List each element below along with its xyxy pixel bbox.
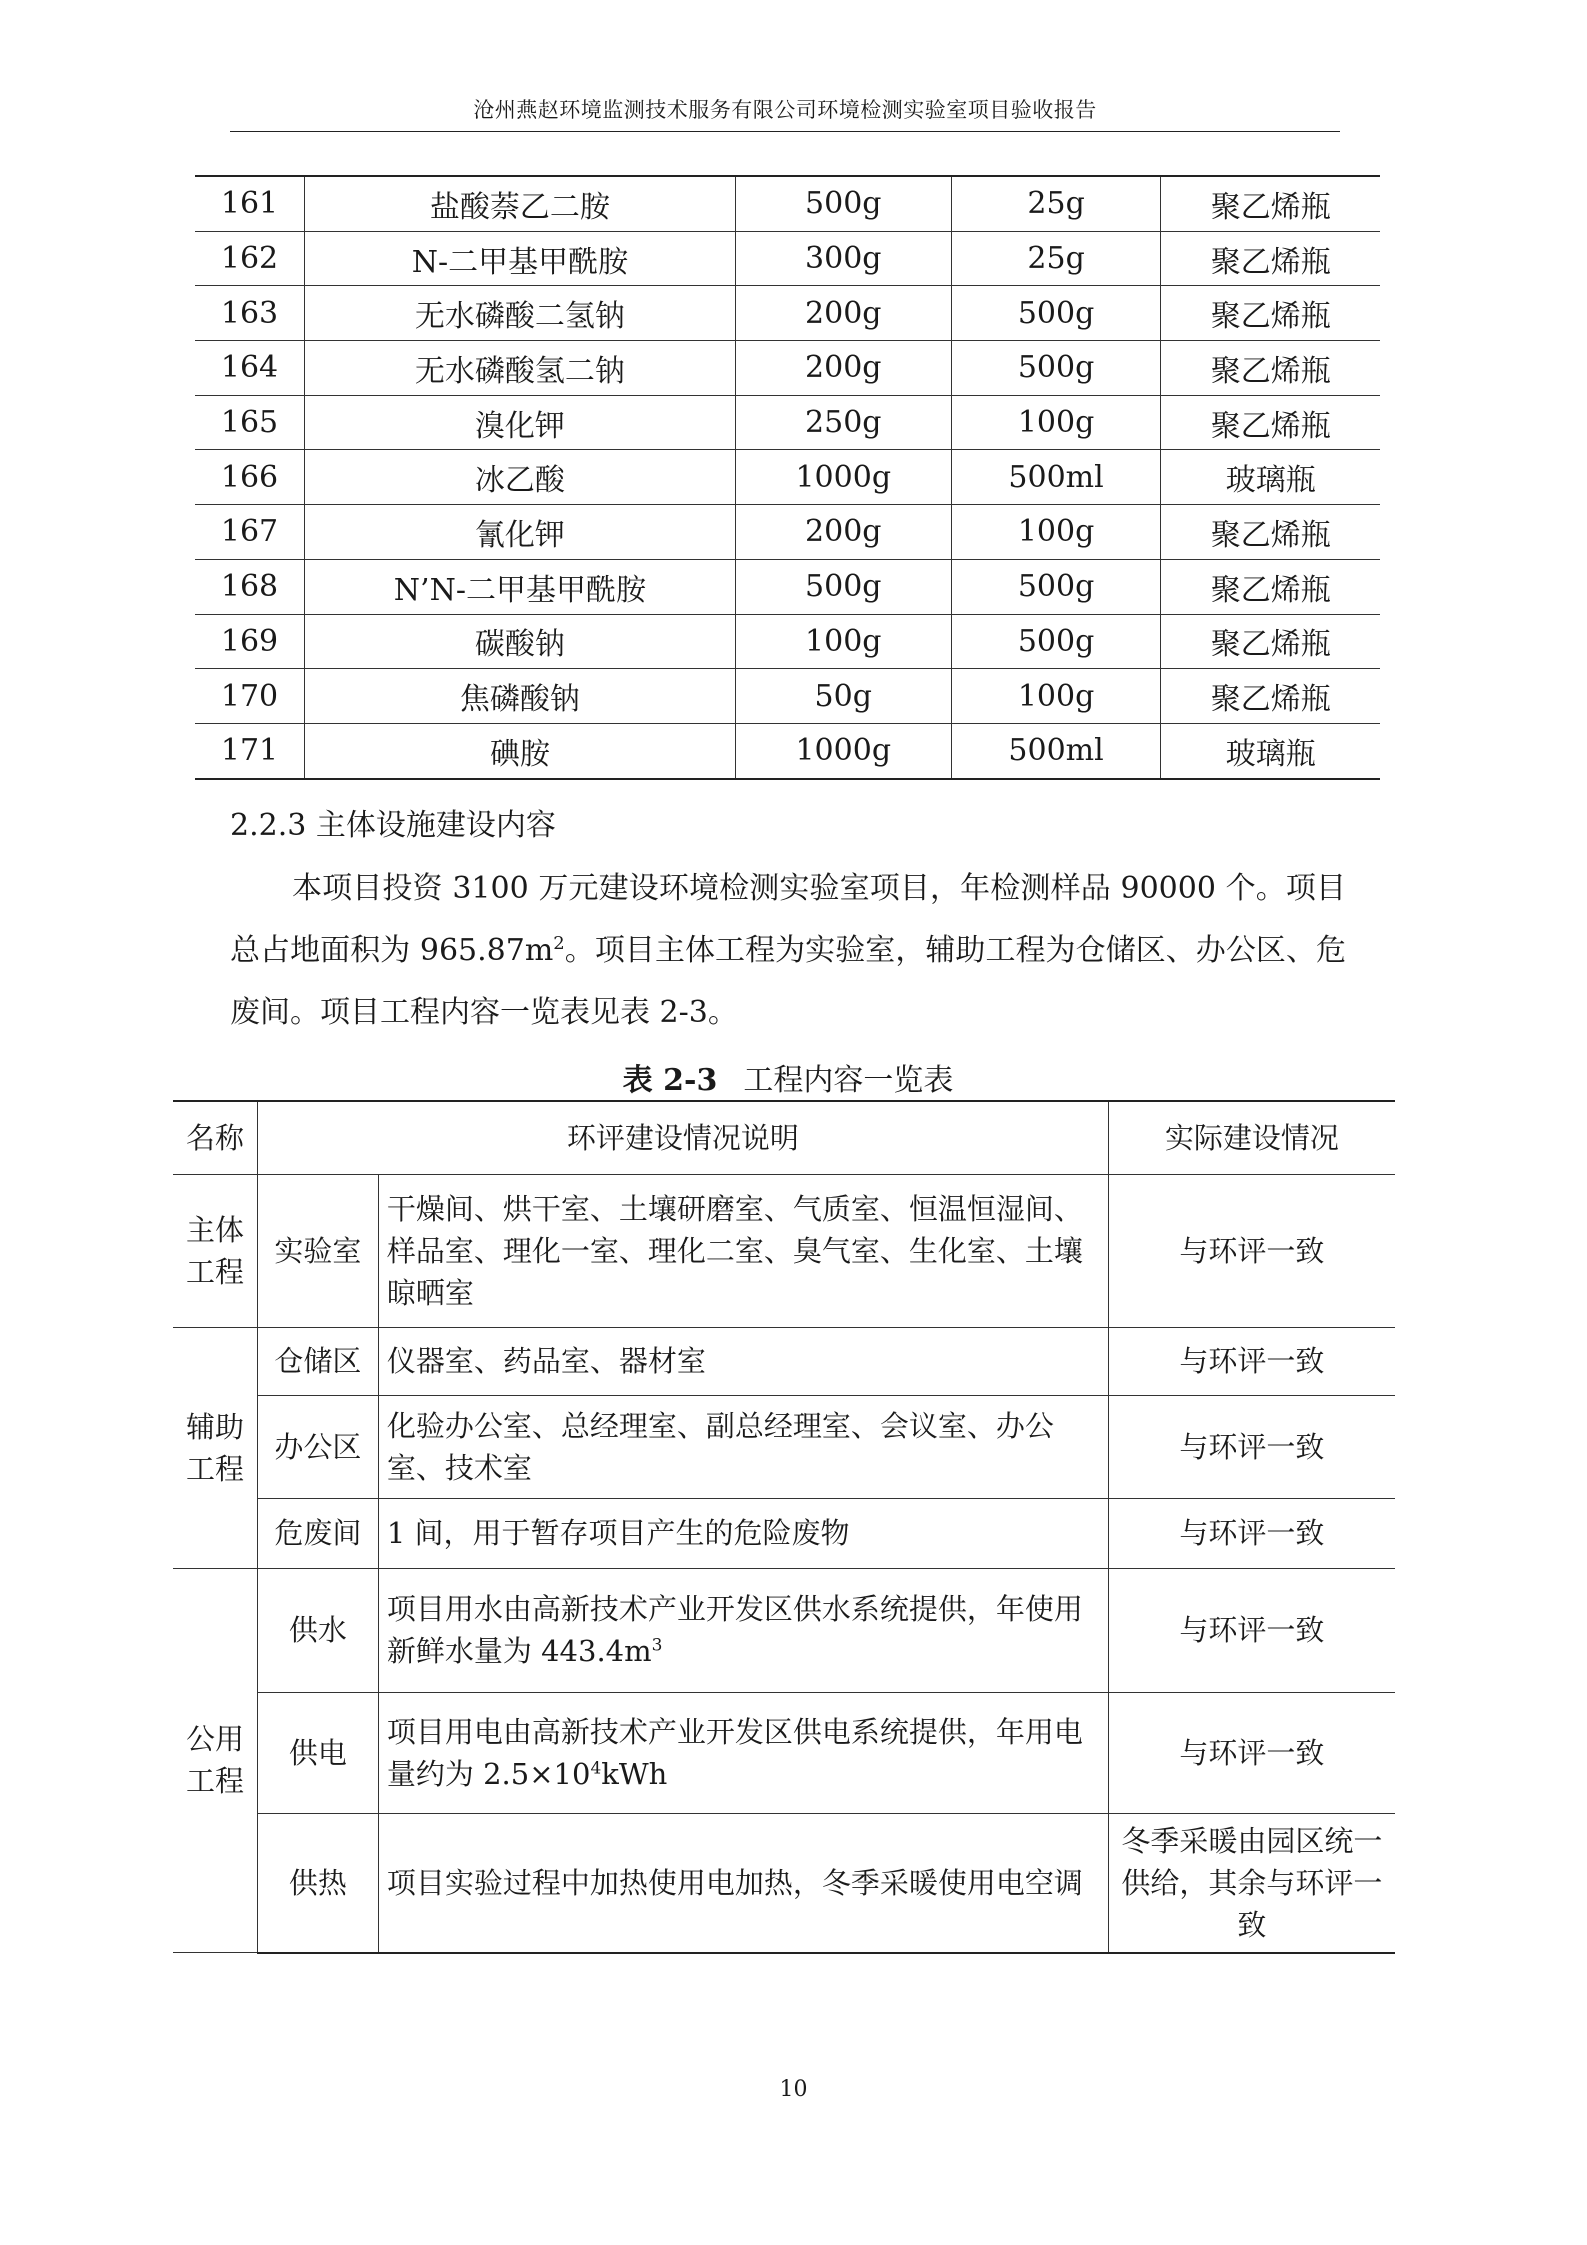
header-rule [230,131,1340,132]
header-actual: 实际建设情况 [1108,1101,1395,1174]
table-row [195,450,1380,505]
category-utility: 公用工程 [173,1568,257,1953]
sub-power: 供电 [257,1692,378,1813]
cell-spec: 500ml [951,450,1161,505]
table-row [195,176,1380,231]
sub-heat: 供热 [257,1813,378,1953]
cell-no: 161 [195,176,304,231]
table-row [195,559,1380,614]
cell-name: 碳酸钠 [304,614,735,669]
cell-no: 165 [195,395,304,450]
cell-name: 碘胺 [304,723,735,778]
cell-container: 聚乙烯瓶 [1161,505,1380,560]
cell-spec: 500g [951,559,1161,614]
table-row [195,231,1380,286]
cell-container: 聚乙烯瓶 [1161,395,1380,450]
sub-storage: 仓储区 [257,1327,378,1395]
cell-spec: 100g [951,505,1161,560]
page-number: 10 [779,2077,808,2102]
sub-hazwaste: 危废间 [257,1498,378,1568]
actual-water: 与环评一致 [1108,1568,1395,1692]
chemicals-table-body [195,176,1380,779]
cell-spec: 500g [951,341,1161,396]
works-table [173,1100,1395,1954]
cell-amount: 100g [735,614,951,669]
cell-name: 焦磷酸钠 [304,669,735,724]
cell-amount: 200g [735,505,951,560]
works-row-heat [173,1813,1395,1953]
cell-no: 167 [195,505,304,560]
cell-container: 聚乙烯瓶 [1161,341,1380,396]
cell-container: 聚乙烯瓶 [1161,286,1380,341]
paragraph-text-2: 。项目主体工程为实验室，辅助工程为仓储区、办公区、危废间。项目工程内容一览表见表 2-3。 [230,933,1346,1030]
cell-container: 聚乙烯瓶 [1161,669,1380,724]
cell-name: N-二甲基甲酰胺 [304,231,735,286]
category-main: 主体工程 [173,1174,257,1327]
cell-name: 无水磷酸氢二钠 [304,341,735,396]
cell-no: 163 [195,286,304,341]
works-header-row [173,1101,1395,1174]
cell-amount: 50g [735,669,951,724]
table-row [195,614,1380,669]
cell-container: 聚乙烯瓶 [1161,614,1380,669]
section-paragraph [230,858,1346,1044]
cell-name: 溴化钾 [304,395,735,450]
cell-name: N’N-二甲基甲酰胺 [304,559,735,614]
cell-spec: 500g [951,614,1161,669]
cell-container: 聚乙烯瓶 [1161,176,1380,231]
actual-heat: 冬季采暖由园区统一供给，其余与环评一致 [1108,1813,1395,1953]
cell-container: 玻璃瓶 [1161,450,1380,505]
table-row [195,505,1380,560]
paragraph-superscript: 2 [553,933,565,954]
sub-water: 供水 [257,1568,378,1692]
desc-water: 项目用水由高新技术产业开发区供水系统提供，年使用新鲜水量为 $443.4m^3$ [378,1568,1108,1692]
table-caption-title: 工程内容一览表 [743,1063,954,1098]
works-row-office [173,1395,1395,1498]
paragraph-text-1: 本项目投资 3100 万元建设环境检测实验室项目，年检测样品 90000 个。项目总占地面积为 965.87m [230,871,1346,968]
works-row-storage [173,1327,1395,1395]
cell-amount: 200g [735,341,951,396]
cell-name: 无水磷酸二氢钠 [304,286,735,341]
chemicals-table [195,175,1380,780]
cell-amount: 1000g [735,723,951,778]
cell-spec: 500ml [951,723,1161,778]
cell-no: 168 [195,559,304,614]
header-eia: 环评建设情况说明 [257,1101,1108,1174]
cell-amount: 300g [735,231,951,286]
actual-power: 与环评一致 [1108,1692,1395,1813]
cell-container: 聚乙烯瓶 [1161,231,1380,286]
sub-lab: 实验室 [257,1174,378,1327]
actual-hazwaste: 与环评一致 [1108,1498,1395,1568]
cell-name: 氰化钾 [304,505,735,560]
works-row-lab [173,1174,1395,1327]
table-row [195,669,1380,724]
cell-amount: 500g [735,559,951,614]
cell-spec: 25g [951,176,1161,231]
cell-amount: 1000g [735,450,951,505]
cell-no: 164 [195,341,304,396]
table-caption [230,1055,1346,1099]
category-aux: 辅助工程 [173,1327,257,1568]
cell-no: 162 [195,231,304,286]
header-name: 名称 [173,1101,257,1174]
cell-no: 169 [195,614,304,669]
cell-name: 冰乙酸 [304,450,735,505]
works-row-water [173,1568,1395,1692]
cell-no: 171 [195,723,304,778]
actual-storage: 与环评一致 [1108,1327,1395,1395]
desc-lab: 干燥间、烘干室、土壤研磨室、气质室、恒温恒湿间、样品室、理化一室、理化二室、臭气室、生化室、土壤晾晒室 [378,1174,1108,1327]
actual-office: 与环评一致 [1108,1395,1395,1498]
cell-amount: 200g [735,286,951,341]
cell-container: 玻璃瓶 [1161,723,1380,778]
cell-spec: 25g [951,231,1161,286]
actual-lab: 与环评一致 [1108,1174,1395,1327]
table-row [195,395,1380,450]
cell-container: 聚乙烯瓶 [1161,559,1380,614]
sub-office: 办公区 [257,1395,378,1498]
cell-spec: 100g [951,395,1161,450]
cell-spec: 100g [951,669,1161,724]
cell-spec: 500g [951,286,1161,341]
cell-amount: 250g [735,395,951,450]
desc-heat: 项目实验过程中加热使用电加热，冬季采暖使用电空调 [378,1813,1108,1953]
desc-power: 项目用电由高新技术产业开发区供电系统提供，年用电量约为 $2.5\times 10^4kWh$ [378,1692,1108,1813]
desc-hazwaste: 1 间，用于暂存项目产生的危险废物 [378,1498,1108,1568]
table-row [195,286,1380,341]
cell-no: 166 [195,450,304,505]
cell-no: 170 [195,669,304,724]
works-row-power [173,1692,1395,1813]
section-heading: 2.2.3 主体设施建设内容 [230,808,556,843]
page-header: 沧州燕赵环境监测技术服务有限公司环境检测实验室项目验收报告 [473,98,1097,122]
cell-amount: 500g [735,176,951,231]
desc-office: 化验办公室、总经理室、副总经理室、会议室、办公室、技术室 [378,1395,1108,1498]
table-row [195,723,1380,778]
table-row [195,341,1380,396]
desc-storage: 仪器室、药品室、器材室 [378,1327,1108,1395]
cell-name: 盐酸萘乙二胺 [304,176,735,231]
table-caption-number: 表 2-3 [622,1063,718,1098]
works-row-hazwaste [173,1498,1395,1568]
